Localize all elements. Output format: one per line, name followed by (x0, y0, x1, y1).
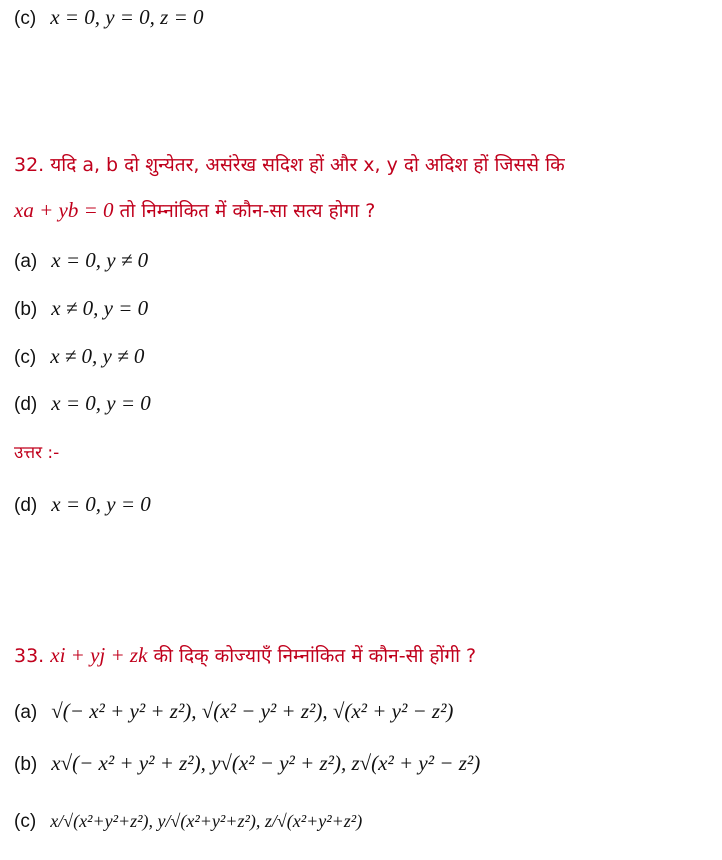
option-label: (a) (14, 702, 38, 723)
option-math: √(− x² + y² + z²), √(x² − y² + z²), √(x² + y² − z²) (51, 699, 454, 723)
q33-option-a (14, 698, 453, 726)
option-label: (b) (14, 754, 38, 775)
q32-option-a (14, 247, 148, 275)
question-text: तो निम्नांकित में कौन-सा सत्य होगा ? (119, 200, 376, 222)
q33-option-b (14, 750, 480, 778)
option-math: x ≠ 0, y = 0 (51, 296, 149, 320)
option-label: (a) (14, 251, 38, 272)
question-text: यदि a, b दो शुन्येतर, असंरेख सदिश हों और x, y दो अदिश हों जिससे कि (50, 154, 565, 176)
question-32-line2 (14, 197, 375, 224)
option-label: (c) (14, 8, 37, 29)
prev-option-c (14, 4, 204, 32)
question-equation: xa + yb = 0 (14, 198, 114, 222)
option-math: x = 0, y ≠ 0 (51, 248, 149, 272)
question-text: की दिक् कोज्याएँ निम्नांकित में कौन-सी होंगी ? (153, 645, 477, 667)
option-math: x√(− x² + y² + z²), y√(x² − y² + z²), z√(x² + y² − z²) (51, 751, 481, 775)
q32-option-b (14, 295, 148, 323)
q32-answer (14, 491, 151, 519)
option-label: (c) (14, 347, 37, 368)
option-label: (d) (14, 495, 38, 516)
option-label: (c) (14, 811, 37, 832)
q32-option-d (14, 390, 151, 418)
option-math: x = 0, y = 0 (51, 391, 151, 415)
option-label: (b) (14, 299, 38, 320)
option-label: (d) (14, 394, 38, 415)
question-vector: xi + yj + zk (50, 643, 148, 667)
question-number: 33. (14, 645, 45, 667)
q32-option-c (14, 343, 144, 371)
question-32-line1 (14, 152, 565, 178)
answer-heading: उत्तर :- (14, 443, 60, 463)
option-math: x ≠ 0, y ≠ 0 (50, 344, 145, 368)
q33-option-c (14, 808, 362, 835)
option-math: x = 0, y = 0, z = 0 (50, 5, 204, 29)
question-number: 32. (14, 154, 45, 176)
question-33 (14, 642, 476, 669)
option-math: x = 0, y = 0 (51, 492, 151, 516)
option-math: x/√(x²+y²+z²), y/√(x²+y²+z²), z/√(x²+y²+z²) (50, 811, 363, 831)
